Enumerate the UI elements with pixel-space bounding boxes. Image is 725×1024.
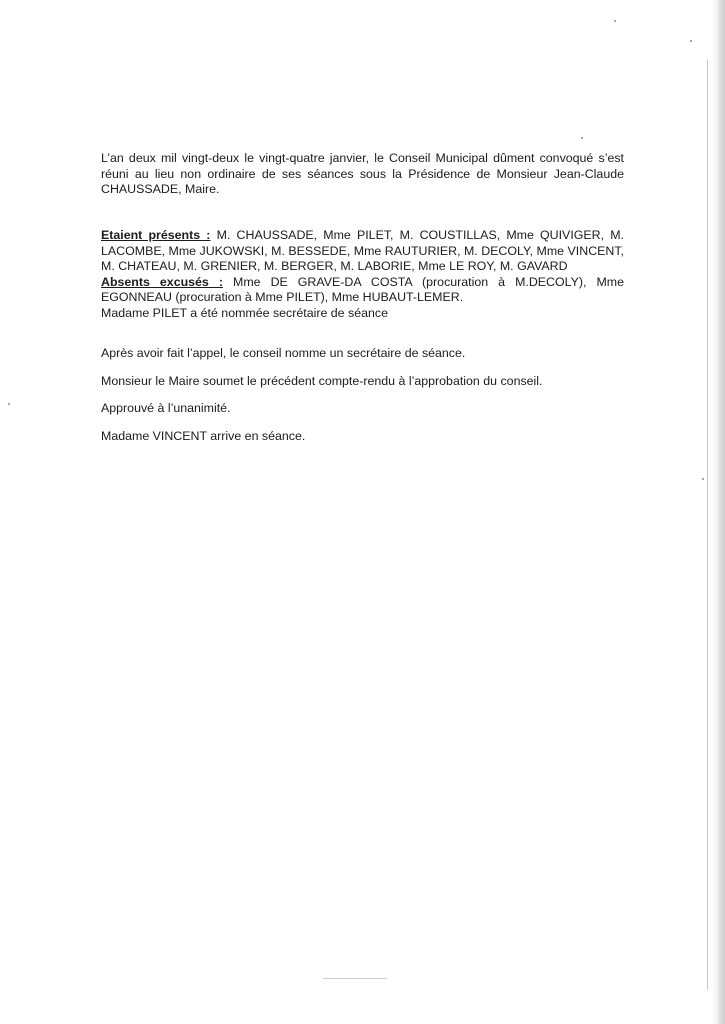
- present-list: M. CHAUSSADE, Mme PILET, M. COUSTILLAS, Mme QUIVIGER, M. LACOMBE, Mme JUKOWSKI, M. BESSEDE, Mme RAUTURIER, M. DECOLY, Mme VINCENT, M. CHATEAU, M. GRENIER, M. BERGER, M. LABORIE, Mme LE ROY, M. GAVARD: [101, 228, 624, 273]
- attendance-paragraph: [101, 228, 624, 306]
- approval-line: Approuvé à l’unanimité.: [101, 401, 231, 415]
- footer-mark: [323, 966, 387, 979]
- absent-list: Mme DE GRAVE-DA COSTA (procuration à M.DECOLY), Mme EGONNEAU (procuration à Mme PILET), Mme HUBAUT-LEMER.: [101, 274, 625, 304]
- roll-call-line: Après avoir fait l’appel, le conseil nomme un secrétaire de séance.: [101, 346, 466, 360]
- scan-speck: [8, 403, 10, 405]
- scan-speck: [581, 137, 583, 139]
- scan-speck: [702, 478, 704, 480]
- scan-speck: [614, 20, 616, 22]
- scan-edge-line: [707, 60, 708, 990]
- arrival-line: Madame VINCENT arrive en séance.: [101, 429, 306, 443]
- scan-edge-shadow: [711, 0, 725, 1024]
- present-label: Etaient présents :: [101, 228, 211, 242]
- opening-paragraph: L’an deux mil vingt-deux le vingt-quatre janvier, le Conseil Municipal dûment convoqué s’est réuni au lieu non ordinaire de ses séances sous la Présidence de Monsieur Jean-Claude CHAUSSADE, Maire.: [101, 151, 624, 196]
- scan-speck: [690, 40, 692, 42]
- previous-report-line: Monsieur le Maire soumet le précédent compte-rendu à l’approbation du conseil.: [101, 374, 543, 388]
- absent-label: Absents excusés :: [101, 274, 223, 289]
- secretary-line: Madame PILET a été nommée secrétaire de séance: [101, 306, 388, 320]
